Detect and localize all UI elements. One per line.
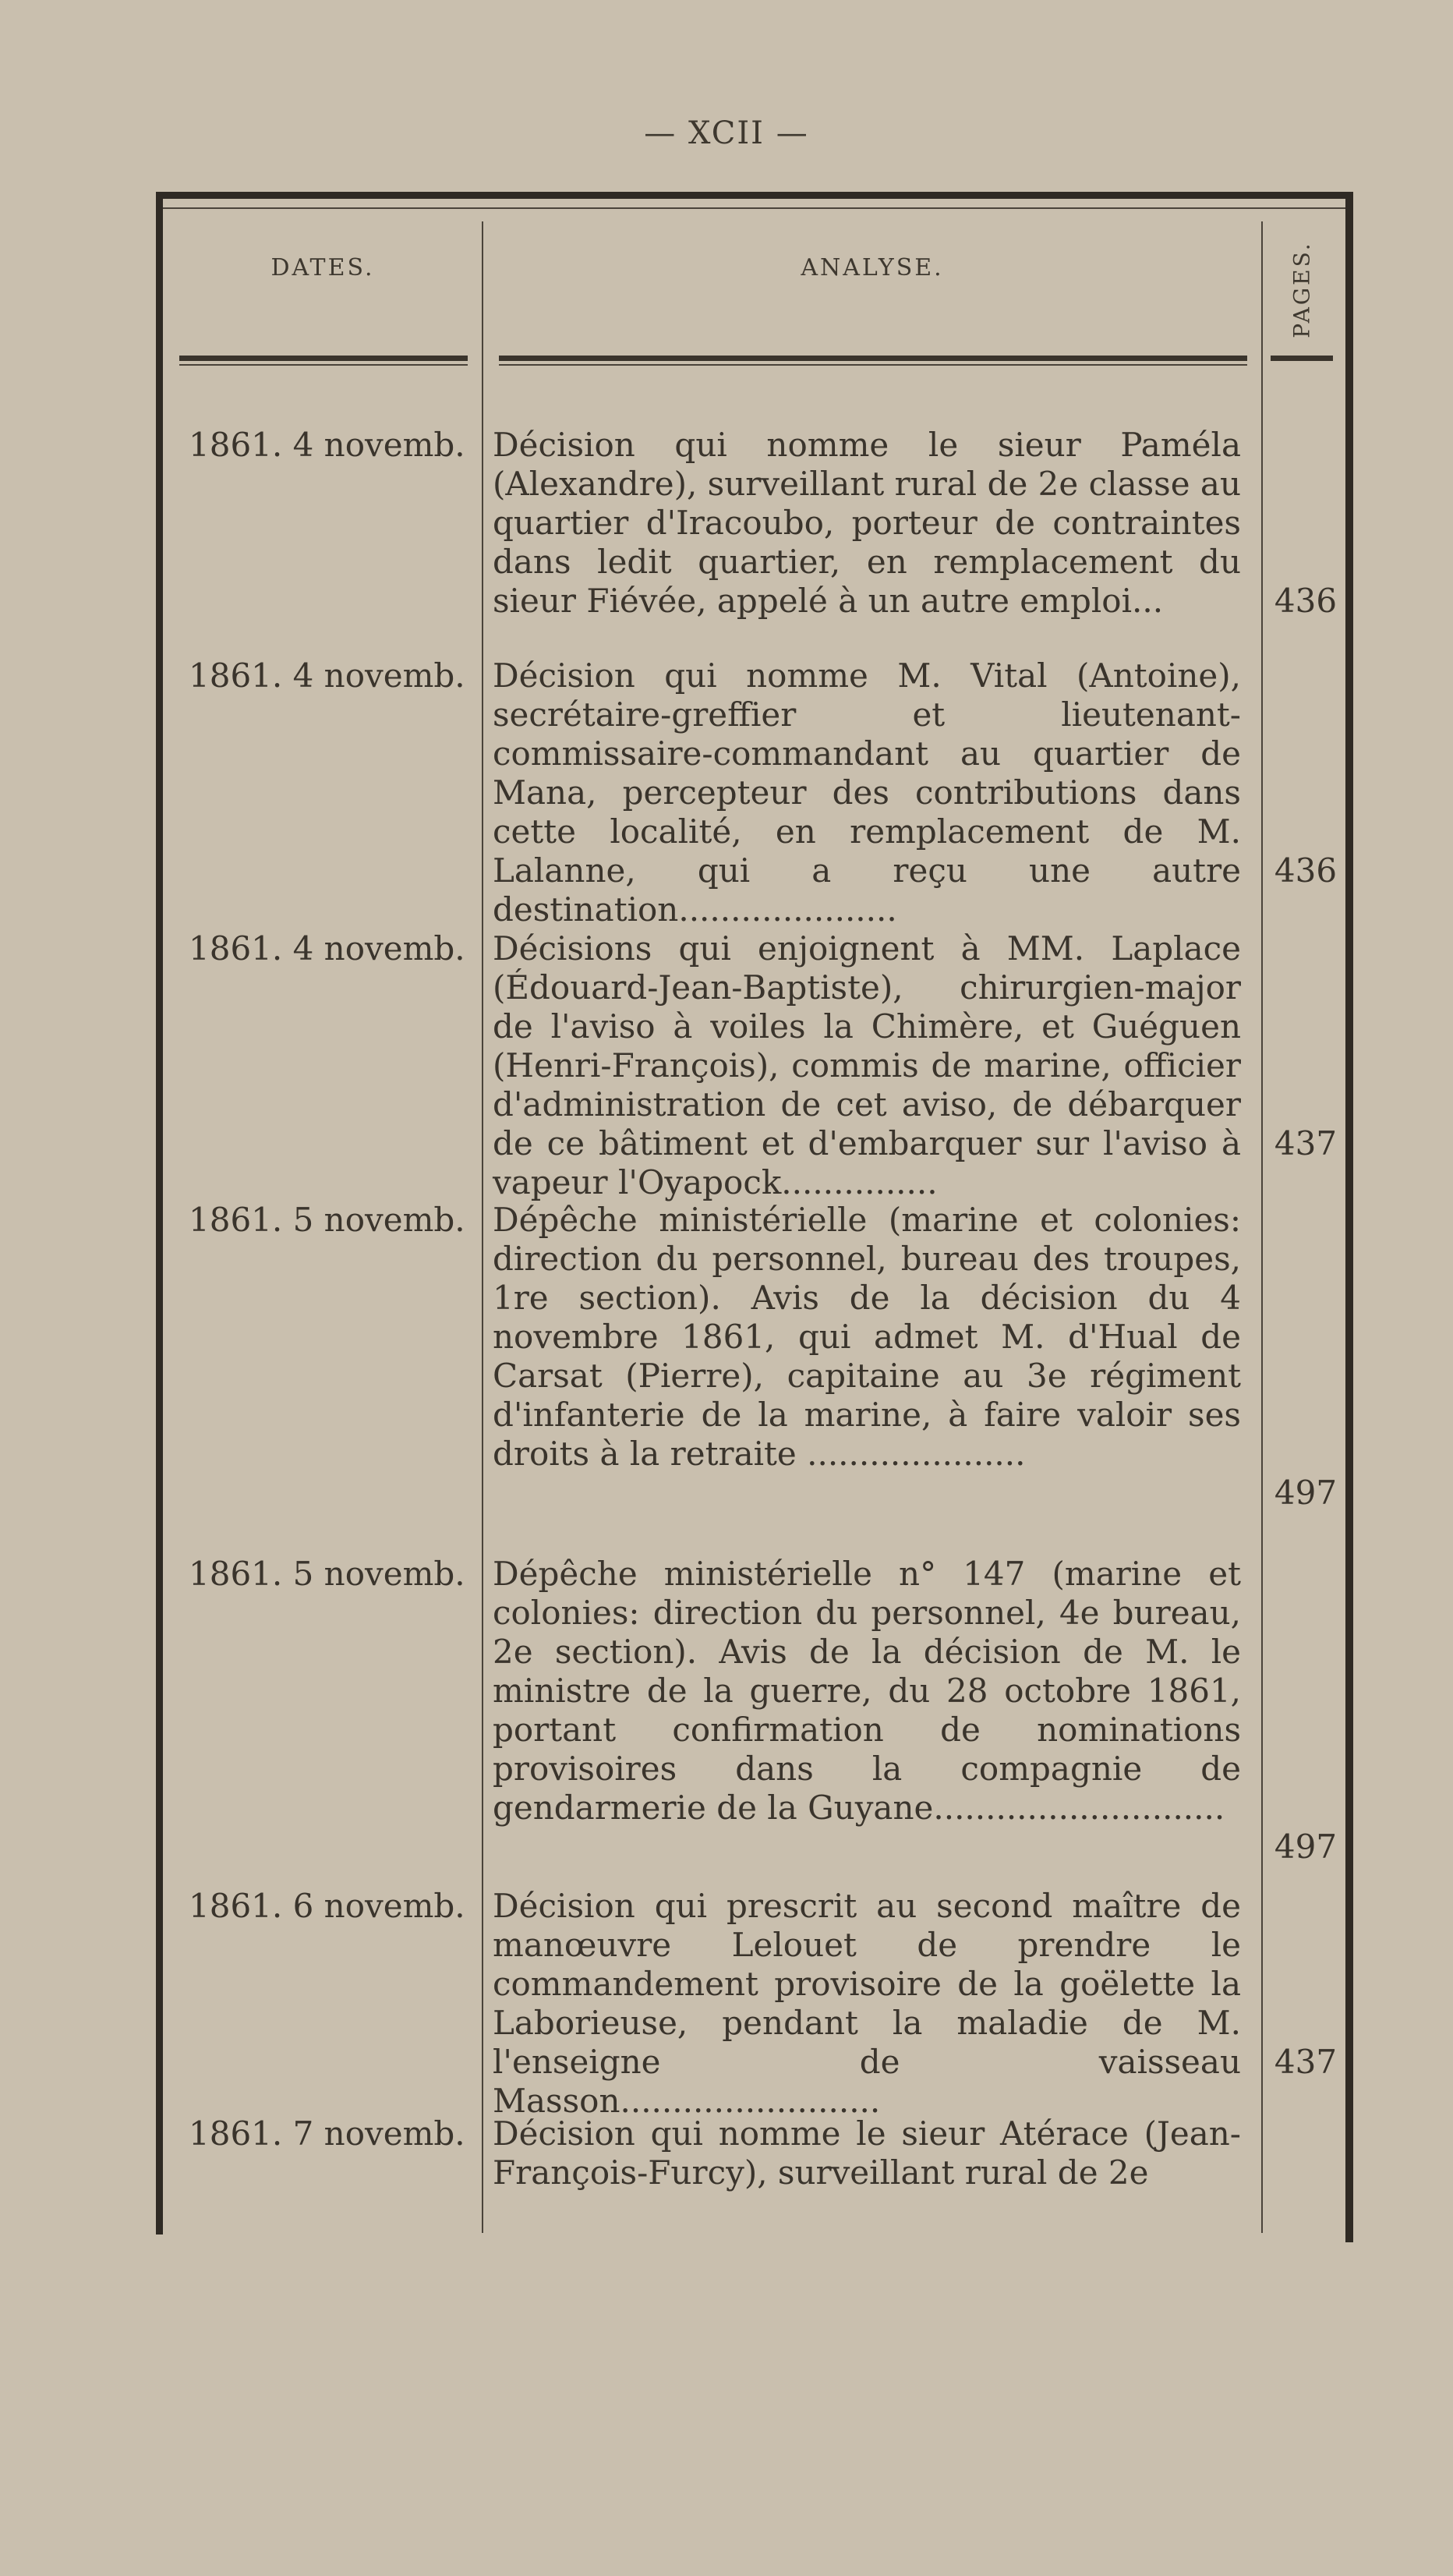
entry-date: 1861. 4 novemb. <box>189 929 465 968</box>
header-rule-dates-thin <box>179 364 468 366</box>
entry-date: 1861. 5 novemb. <box>189 1201 465 1239</box>
header-pages-box <box>1271 231 1333 348</box>
entry-analysis: Décision qui prescrit au second maître de manœuvre Lelouet de prendre le commandement provisoire de la goëlette la Laborieuse, pendant la maladie de M. l'enseigne de vaisseau Masson......................... <box>493 1887 1241 2120</box>
table-left-border <box>156 192 163 2235</box>
header-pages: PAGES. <box>1289 240 1315 338</box>
entry-analysis: Dépêche ministérielle (marine et colonies: direction du personnel, bureau des troupes, 1re section). Avis de la décision du 4 novembre 1861, qui admet M. d'Hual de Carsat (Pierre), capitaine au 3e régiment d'infanterie de la marine, à faire valoir ses droits à la retraite ..................... <box>493 1201 1241 1473</box>
entry-analysis: Décisions qui enjoignent à MM. Laplace (Édouard-Jean-Baptiste), chirurgien-major de l'aviso à voiles la Chimère, et Guéguen (Henri-François), commis de marine, officier d'administration de cet aviso, de débarquer de ce bâtiment et d'embarquer sur l'aviso à vapeur l'Oyapock............... <box>493 929 1241 1201</box>
entry-date: 1861. 5 novemb. <box>189 1555 465 1593</box>
entry-page: 436 <box>1274 851 1338 890</box>
entry-date: 1861. 7 novemb. <box>189 2114 465 2153</box>
entry-analysis: Décision qui nomme le sieur Atérace (Jean-François-Furcy), surveillant rural de 2e <box>493 2114 1241 2192</box>
header-analyse: ANALYSE. <box>801 254 944 281</box>
entry-analysis: Décision qui nomme le sieur Paméla (Alexandre), surveillant rural de 2e classe au quartier d'Iracoubo, porteur de contraintes dans ledit quartier, en remplacement du sieur Fiévée, appelé à un autre emploi... <box>493 426 1242 620</box>
header-rule-analyse <box>499 356 1247 361</box>
entry-page: 437 <box>1274 1124 1338 1162</box>
table-top-rule-thin <box>156 207 1353 209</box>
column-divider-pages <box>1261 221 1263 2233</box>
header-dates: DATES. <box>270 254 375 281</box>
entry-date: 1861. 4 novemb. <box>189 426 465 464</box>
entry-page: 497 <box>1274 1474 1338 1512</box>
table-top-rule <box>156 192 1353 199</box>
table-right-border <box>1345 192 1353 2242</box>
header-rule-pages <box>1271 356 1333 361</box>
header-rule-analyse-thin <box>499 364 1247 366</box>
register-table <box>156 192 1353 2242</box>
entry-analysis: Décision qui nomme M. Vital (Antoine), secrétaire-greffier et lieutenant-commissaire-commandant au quartier de Mana, percepteur des contributions dans cette localité, en remplacement de M. Lalanne, qui a reçu une autre destination..................... <box>493 656 1241 929</box>
entry-page: 497 <box>1274 1828 1338 1866</box>
entry-date: 1861. 4 novemb. <box>189 656 465 695</box>
entry-date: 1861. 6 novemb. <box>189 1887 465 1925</box>
page-number: — XCII — <box>644 115 809 151</box>
entry-analysis: Dépêche ministérielle n° 147 (marine et colonies: direction du personnel, 4e bureau, 2e section). Avis de la décision de M. le ministre de la guerre, du 28 octobre 1861, portant confirmation de nominations provisoires dans la compagnie de gendarmerie de la Guyane............................ <box>493 1555 1241 1827</box>
entry-page: 437 <box>1274 2043 1338 2081</box>
entry-page: 436 <box>1274 582 1338 620</box>
header-rule-dates <box>179 356 468 361</box>
column-divider-dates <box>482 221 483 2233</box>
